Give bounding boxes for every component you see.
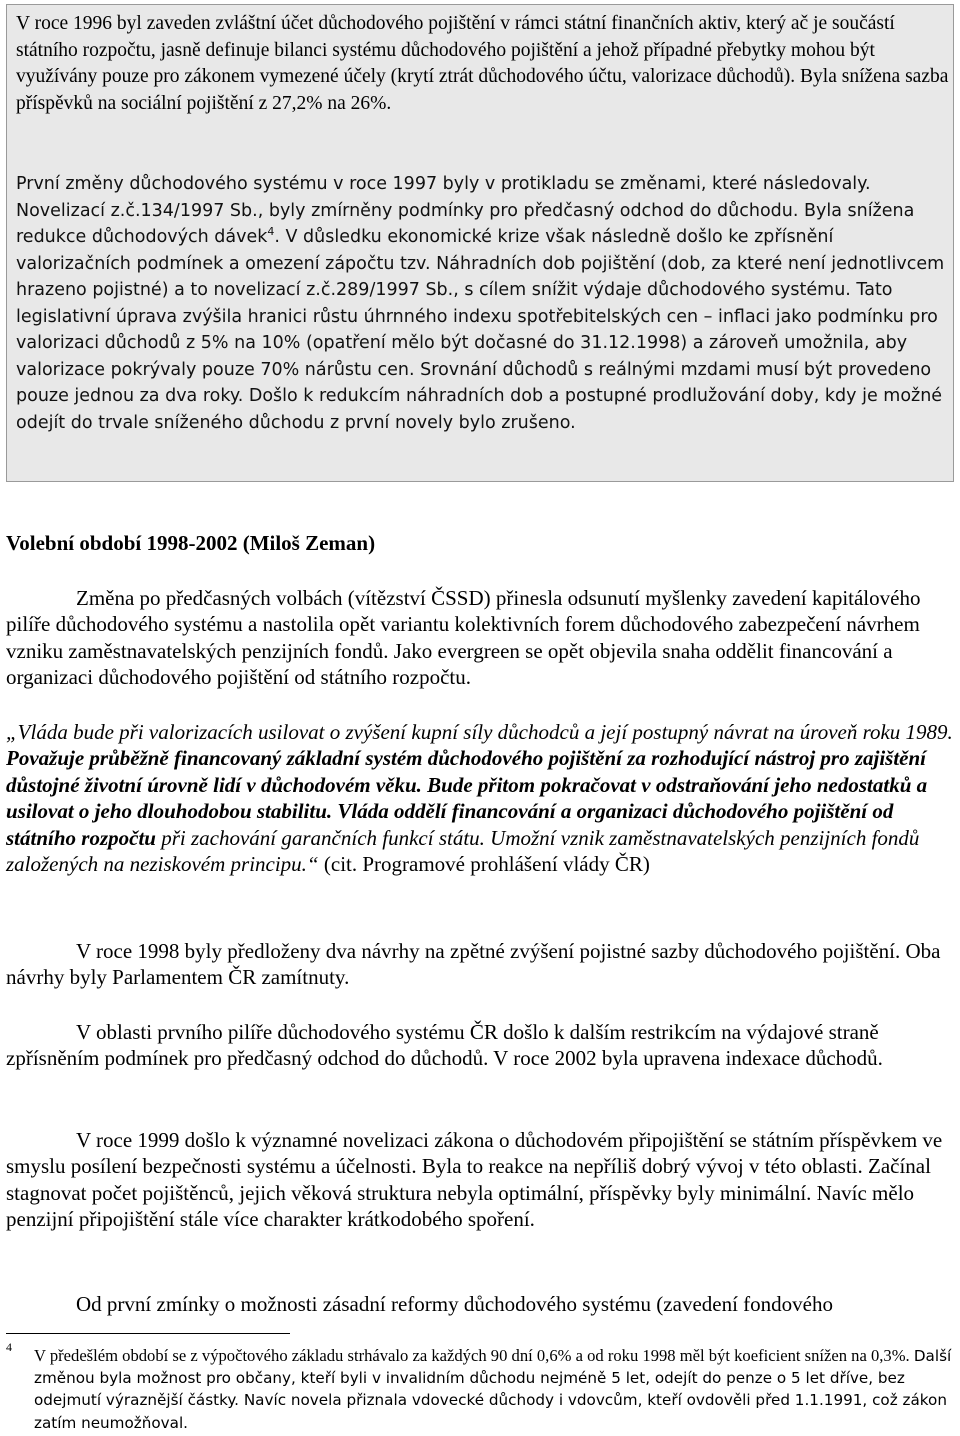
paragraph-1998-text: V roce 1998 byly předloženy dva návrhy na zpětné zvýšení pojistné sazby důchodového pojištění. Oba návrhy byly Parlamentem ČR zamítnuty.: [6, 939, 941, 990]
paragraph-oblast-text: V oblasti prvního pilíře důchodového systému ČR došlo k dalším restrikcím na výdajové straně zpřísněním podmínek pro předčasný odchod do důchodů. V roce 2002 byla upravena indexace důchodů.: [6, 1020, 883, 1071]
quote-part-bold: Považuje průběžně financovaný základní systém důchodového pojištění za rozhodující nástroj pro zajištění důstojné životní úrovně lidí v důchodovém věku. Bude přitom pokračovat v odstraňování jeho nedostatků a usilovat o jeho dlouhodobou stabilitu. Vláda oddělí financování a organizaci důchodového pojištění od státního rozpočtu: [6, 746, 928, 850]
quote-part-c: při zachování garančních funkcí státu. Umožní vznik zaměstnavatelských penzijních fondů založených na neziskovém principu.“: [6, 825, 920, 877]
government-quote: [6, 719, 954, 877]
box-paragraph-1997-part-a: První změny důchodového systému v roce 1997 byly v protikladu se změnami, které následovaly. Novelizací z.č.134/1997 Sb., byly zmírněny podmínky pro předčasný odchod do důchodu. Byla snížena redukce důchodových dávek: [16, 174, 915, 247]
quote-part-a: „Vláda bude při valorizacích usilovat o zvýšení kupní síly důchodců a její postupný návrat na úroveň roku 1989.: [6, 720, 953, 744]
paragraph-oblast: [6, 1019, 954, 1072]
quote-citation: (cit. Programové prohlášení vlády ČR): [323, 852, 650, 877]
box-paragraph-1997-part-b: . V důsledku ekonomické krize však následně došlo ke zpřísnění valorizačních podmínek a omezení zápočtu tzv. Náhradních dob pojištění (dob, za které není jednotlivcem hrazeno pojistné) a to novelizací z.č.289/1997 Sb., s cílem snížit výdaje důchodového systému. Tato legislativní úprava zvýšila hranici růstu úhrnného indexu spotřebitelských cen – inflaci jako podmínku pro valorizaci důchodů z 5% na 10% (opatření mělo být dočasné do 31.12.1998) a zároveň umožnila, aby valorizace pokrývaly pouze 70% nárůstu cen. Srovnání důchodů s reálnými mzdami musí být provedeno pouze jednou za dva roky. Došlo k redukcím náhradních dob a postupné prodlužování doby, kdy je možné odejít do trvale sníženého důchodu z první novely bylo zrušeno.: [16, 227, 945, 433]
footnote-number: 4: [6, 1340, 12, 1354]
footnote-divider: [6, 1333, 290, 1334]
footnote-ref: 4: [267, 225, 275, 239]
highlight-box: [6, 4, 954, 482]
paragraph-zmena: [6, 585, 954, 691]
paragraph-reform: [6, 1291, 954, 1317]
box-paragraph-1997: [16, 171, 951, 436]
paragraph-1998: [6, 938, 954, 991]
paragraph-reform-text: Od první zmínky o možnosti zásadní reformy důchodového systému (zavedení fondového: [76, 1292, 833, 1316]
footnote-text-b: Další změnou byla možnost pro občany, kteří byli v invalidním důchodu nejméně 5 let, odejít do penze o 5 let dříve, bez odejmutí výraznější částky. Navíc novela přiznala vdovecké důchody i vdovcům, kteří ovdověli před 1.1.1991, což zákon zatím neumožňoval.: [34, 1347, 952, 1432]
paragraph-zmena-text: Změna po předčasných volbách (vítězství ČSSD) přinesla odsunutí myšlenky zavedení kapitálového pilíře důchodového systému a nastolila opět variantu kolektivních forem důchodového zabezpečení návrhem vzniku zaměstnavatelských penzijních fondů. Jako evergreen se opět objevila snaha oddělit financování a organizaci důchodového pojištění od státního rozpočtu.: [6, 586, 921, 690]
paragraph-1999-text: V roce 1999 došlo k významné novelizaci zákona o důchodovém připojištění se státním příspěvkem ve smyslu posílení bezpečnosti systému a účelnosti. Byla to reakce na nepříliš dobrý vývoj v této oblasti. Začínal stagnovat počet pojištěnců, jejich věková struktura nebyla optimální, příspěvky byly minimální. Navíc mělo penzijní připojištění stále více charakter krátkodobého spoření.: [6, 1128, 943, 1232]
footnote-text-a: V předešlém období se z výpočtového základu strhávalo za každých 90 dní 0,6% a od roku 1998 měl být koeficient snížen na 0,3%.: [34, 1346, 914, 1365]
paragraph-1999: [6, 1127, 954, 1233]
footnote-text: [34, 1345, 954, 1434]
section-heading: Volební období 1998-2002 (Miloš Zeman): [6, 531, 376, 555]
box-paragraph-1996: V roce 1996 byl zaveden zvláštní účet důchodového pojištění v rámci státní finančních aktiv, který ač je součástí státního rozpočtu, jasně definuje bilanci systému důchodového pojištění a jehož případné přebytky mohou být využívány pouze pro zákonem vymezené účely (krytí ztrát důchodového účtu, valorizace důchodů). Byla snížena sazba příspěvků na sociální pojištění z 27,2% na 26%.: [16, 13, 949, 114]
